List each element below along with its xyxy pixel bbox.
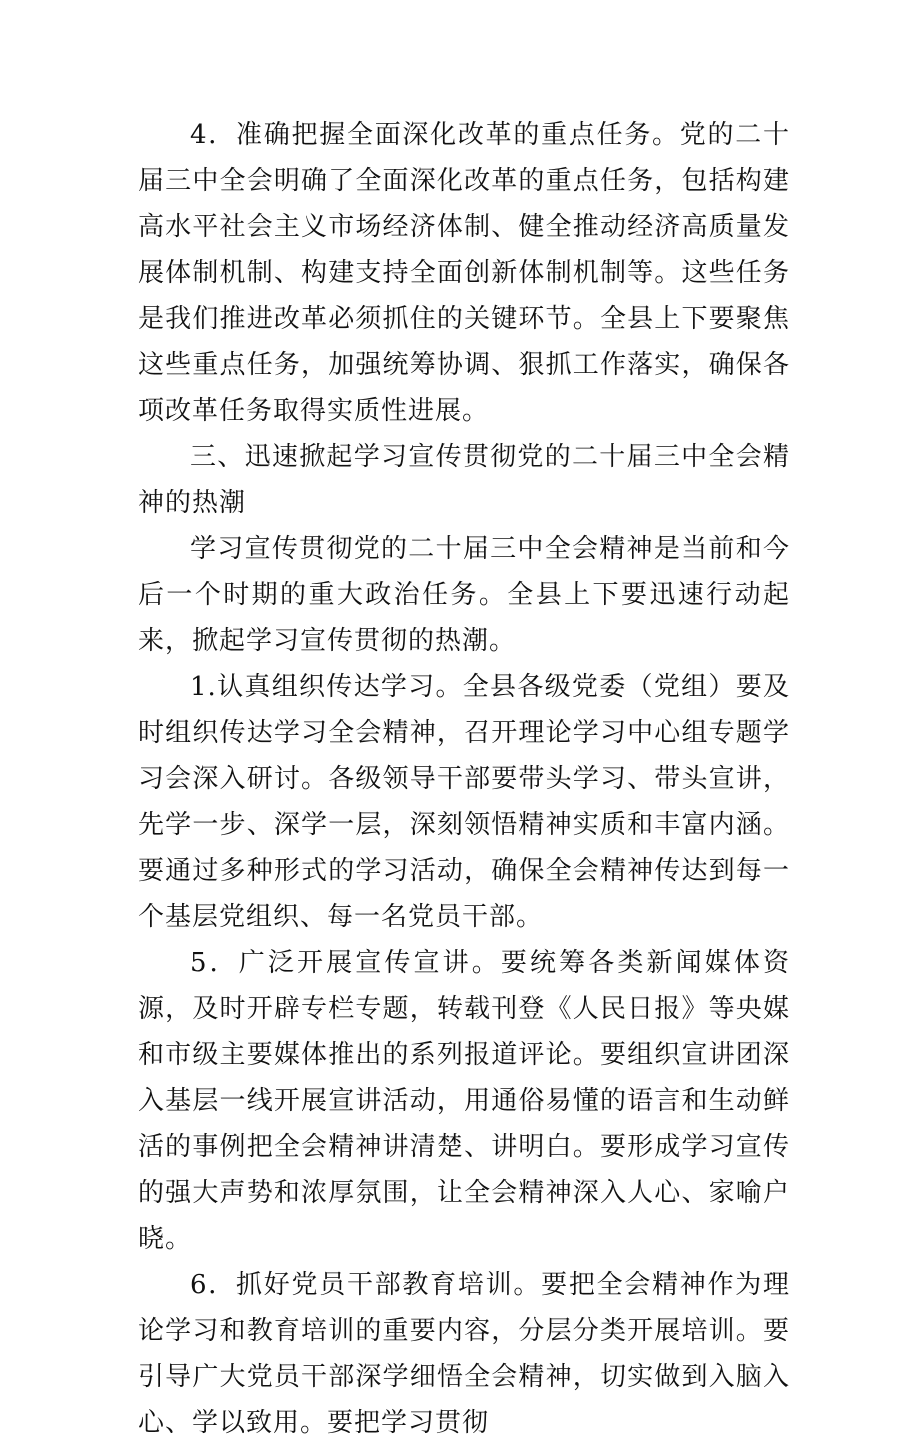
document-body <box>138 112 790 1446</box>
paragraph-section-intro: 学习宣传贯彻党的二十届三中全会精神是当前和今后一个时期的重大政治任务。全县上下要迅速行动起来，掀起学习宣传贯彻的热潮。 <box>138 534 790 656</box>
paragraph-key-tasks: 4．准确把握全面深化改革的重点任务。党的二十届三中全会明确了全面深化改革的重点任务，包括构建高水平社会主义市场经济体制、健全推动经济高质量发展体制机制、构建支持全面创新体制机制等。这些任务是我们推进改革必须抓住的关键环节。全县上下要聚焦这些重点任务，加强统筹协调、狠抓工作落实，确保各项改革任务取得实质性进展。 <box>138 120 790 426</box>
paragraph-publicity: 5．广泛开展宣传宣讲。要统筹各类新闻媒体资源，及时开辟专栏专题，转载刊登《人民日报》等央媒和市级主要媒体推出的系列报道评论。要组织宣讲团深入基层一线开展宣讲活动，用通俗易懂的语言和生动鲜活的事例把全会精神讲清楚、讲明白。要形成学习宣传的强大声势和浓厚氛围，让全会精神深入人心、家喻户晓。 <box>138 948 790 1254</box>
paragraph-training: 6．抓好党员干部教育培训。要把全会精神作为理论学习和教育培训的重要内容，分层分类开展培训。要引导广大党员干部深学细悟全会精神，切实做到入脑入心、学以致用。要把学习贯彻 <box>138 1270 790 1438</box>
section-heading-three: 三、迅速掀起学习宣传贯彻党的二十届三中全会精神的热潮 <box>138 442 790 518</box>
paragraph-organize-study: 1.认真组织传达学习。全县各级党委（党组）要及时组织传达学习全会精神，召开理论学习中心组专题学习会深入研讨。各级领导干部要带头学习、带头宣讲，先学一步、深学一层，深刻领悟精神实质和丰富内涵。要通过多种形式的学习活动，确保全会精神传达到每一个基层党组织、每一名党员干部。 <box>138 672 790 932</box>
